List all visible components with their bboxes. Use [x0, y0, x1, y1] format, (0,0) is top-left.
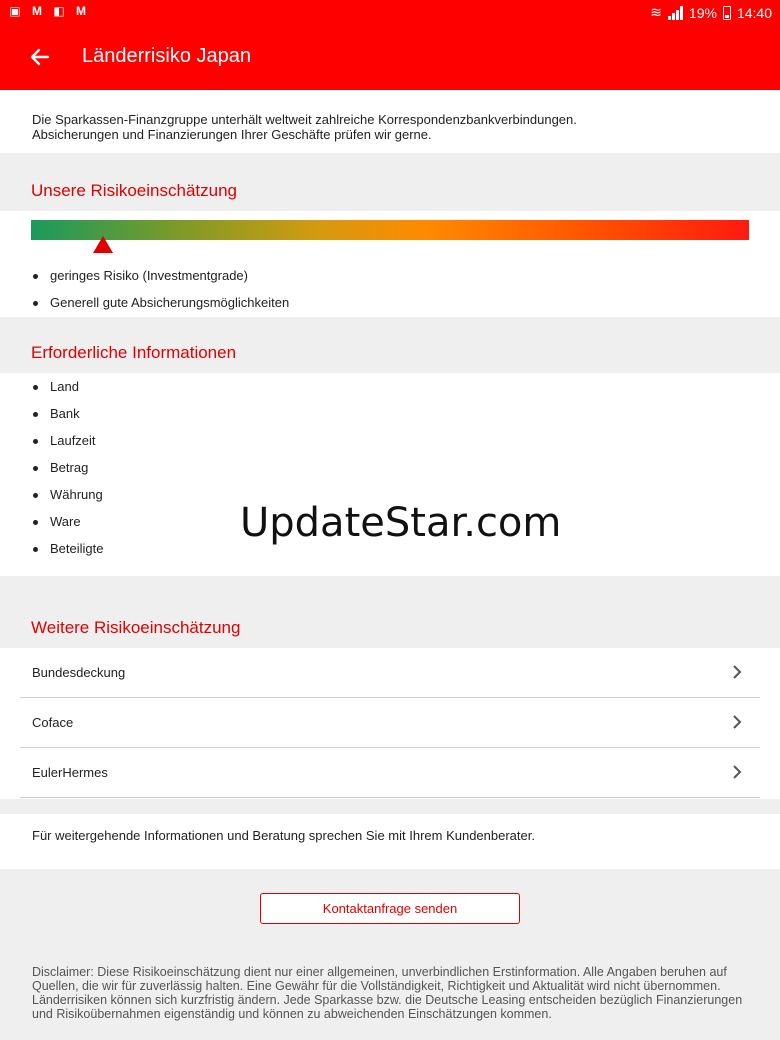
risk-heading: Unsere Risikoeinschätzung: [31, 181, 237, 200]
battery-percent: 19%: [688, 4, 717, 21]
chevron-right-icon: [730, 713, 744, 731]
risk-gauge: [31, 220, 749, 240]
status-bar: [0, 0, 780, 26]
row-label: Coface: [32, 715, 74, 730]
image-icon: ▣: [9, 4, 21, 18]
risk-marker-icon: [93, 236, 113, 253]
row-eulerhermes[interactable]: [20, 748, 760, 798]
list-item: geringes Risiko (Investmentgrade): [32, 266, 289, 293]
list-item: Bank: [32, 404, 103, 431]
signal-icon: [668, 6, 683, 20]
list-item: Beteiligte: [32, 539, 103, 566]
page-title: Länderrisiko Japan: [82, 45, 251, 67]
app-bar: [0, 0, 780, 90]
further-heading: Weitere Risikoeinschätzung: [31, 618, 241, 637]
required-list: [32, 377, 103, 566]
clock: 14:40: [736, 4, 772, 21]
info-text: Für weitergehende Informationen und Beratung sprechen Sie mit Ihrem Kundenberater.: [32, 828, 535, 843]
gmail-icon: M: [76, 4, 86, 18]
row-bundesdeckung[interactable]: [20, 648, 760, 698]
row-label: Bundesdeckung: [32, 665, 126, 680]
wifi-icon: ≋: [650, 4, 662, 20]
back-arrow-icon[interactable]: [30, 40, 60, 74]
list-item: Land: [32, 377, 103, 404]
chevron-right-icon: [730, 663, 744, 681]
battery-icon: [723, 6, 731, 20]
watermark: UpdateStar.com: [240, 500, 562, 546]
info-section: [0, 814, 780, 869]
intro-text-line1: Die Sparkassen-Finanzgruppe unterhält weltweit zahlreiche Korrespondenzbankverbindungen.: [32, 112, 577, 127]
risk-bullets: [32, 266, 289, 320]
list-item: Betrag: [32, 458, 103, 485]
contact-request-button[interactable]: Kontaktanfrage senden: [260, 893, 520, 924]
list-item: Laufzeit: [32, 431, 103, 458]
list-item: Ware: [32, 512, 103, 539]
list-item: Währung: [32, 485, 103, 512]
gmail-icon: M: [32, 4, 42, 18]
list-item: Generell gute Absicherungsmöglichkeiten: [32, 293, 289, 320]
intro-section: [0, 90, 780, 153]
disclaimer-text: Disclaimer: Diese Risikoeinschätzung dient nur einer allgemeinen, unverbindlichen Erstinformation. Alle Angaben beruhen auf Quellen, die wir für zuverlässig halten. Eine Gewähr für die Vollständigkeit, Richtigkeit und Aktualität wird nicht übernommen. Länderrisiken können sich kurzfristig ändern. Jede Sparkasse bzw. die Deutsche Leasing entscheiden bezüglich Finanzierungen und Risikoübernahmen eigenständig und können zu abweichenden Einschätzungen kommen.: [32, 965, 743, 1021]
row-label: EulerHermes: [32, 765, 108, 780]
row-coface[interactable]: [20, 698, 760, 748]
required-heading: Erforderliche Informationen: [31, 343, 237, 362]
intro-text-line2: Absicherungen und Finanzierungen Ihrer Geschäfte prüfen wir gerne.: [32, 127, 432, 142]
chevron-right-icon: [730, 763, 744, 781]
cast-icon: ◧: [53, 4, 65, 18]
